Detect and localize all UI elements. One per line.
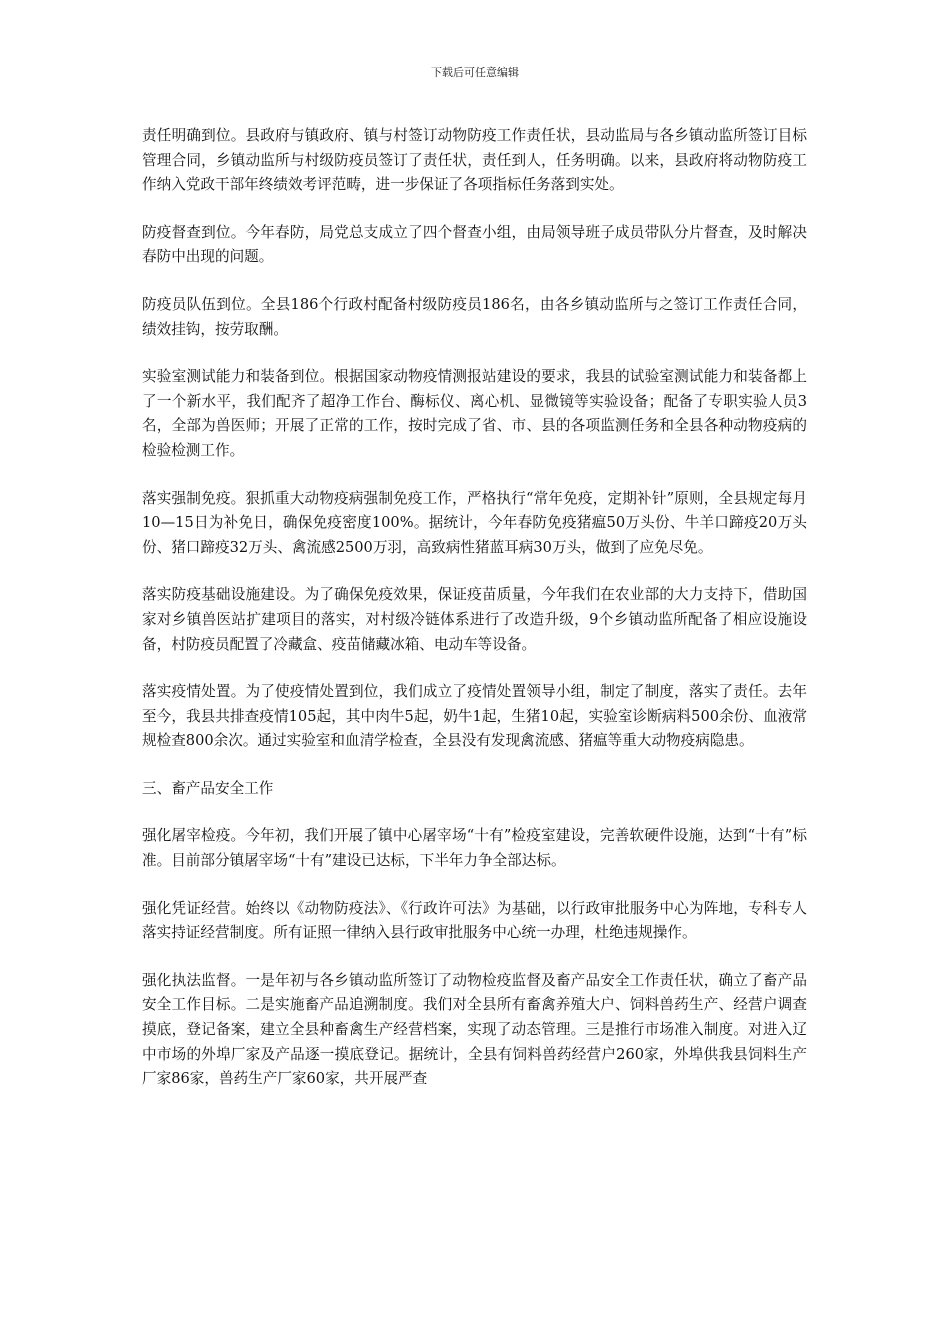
paragraph-infrastructure: 落实防疫基础设施建设。为了确保免疫效果，保证疫苗质量，今年我们在农业部的大力支持下，借助国家对乡镇兽医站扩建项目的落实，对村级冷链体系进行了改造升级，9个乡镇动监所配备了相应设施设备，村防疫员配置了冷藏盒、疫苗储藏冰箱、电动车等设备。 [142,586,807,653]
paragraph-laboratory: 实验室测试能力和装备到位。根据国家动物疫情测报站建设的要求，我县的试验室测试能力和装备都上了一个新水平，我们配齐了超净工作台、酶标仪、离心机、显微镜等实验设备；配备了专职实验人员3名，全部为兽医师；开展了正常的工作，按时完成了省、市、县的各项监测任务和全县各种动物疫病的检验检测工作。 [142,368,807,459]
paragraph-epidemic-handling: 落实疫情处置。为了使疫情处置到位，我们成立了疫情处置领导小组，制定了制度，落实了责任。去年至今，我县共排查疫情105起，其中肉牛5起，奶牛1起，生猪10起，实验室诊断病料500余份、血液常规检查800余次。通过实验室和血清学检查，全县没有发现禽流感、猪瘟等重大动物疫病隐患。 [142,683,807,750]
paragraph-immunization: 落实强制免疫。狠抓重大动物疫病强制免疫工作，严格执行“常年免疫，定期补针”原则，全县规定每月10—15日为补免日，确保免疫密度100%。据统计，今年春防免疫猪瘟50万头份、牛羊口蹄疫20万头份、猪口蹄疫32万头、禽流感2500万羽，高致病性猪蓝耳病30万头，做到了应免尽免。 [142,489,807,556]
paragraph-enforcement: 强化执法监督。一是年初与各乡镇动监所签订了动物检疫监督及畜产品安全工作责任状，确立了畜产品安全工作目标。二是实施畜产品追溯制度。我们对全县所有畜禽养殖大户、饲料兽药生产、经营户调查摸底，登记备案，建立全县种畜禽生产经营档案，实现了动态管理。三是推行市场准入制度。对进入辽中市场的外埠厂家及产品逐一摸底登记。据统计，全县有饲料兽药经营户260家，外埠供我县饲料生产厂家86家，兽药生产厂家60家，共开展严查 [142,971,807,1088]
paragraph-licensing: 强化凭证经营。始终以《动物防疫法》、《行政许可法》为基础，以行政审批服务中心为阵地，专科专人落实持证经营制度。所有证照一律纳入县行政审批服务中心统一办理，杜绝违规操作。 [142,899,807,942]
paragraph-responsibility: 责任明确到位。县政府与镇政府、镇与村签订动物防疫工作责任状，县动监局与各乡镇动监所签订目标管理合同，乡镇动监所与村级防疫员签订了责任状，责任到人，任务明确。以来，县政府将动物防疫工作纳入党政干部年终绩效考评范畴，进一步保证了各项指标任务落到实处。 [142,127,807,194]
paragraph-slaughter: 强化屠宰检疫。今年初，我们开展了镇中心屠宰场“十有”检疫室建设，完善软硬件设施，达到“十有”标准。目前部分镇屠宰场“十有”建设已达标，下半年力争全部达标。 [142,827,807,870]
section-heading: 三、畜产品安全工作 [142,779,274,797]
page-header: 下载后可任意编辑 [431,66,519,79]
document-body [142,124,807,1115]
paragraph-inspection: 防疫督查到位。今年春防，局党总支成立了四个督查小组，由局领导班子成员带队分片督查，及时解决春防中出现的问题。 [142,223,807,266]
paragraph-team: 防疫员队伍到位。全县186个行政村配备村级防疫员186名，由各乡镇动监所与之签订工作责任合同，绩效挂钩，按劳取酬。 [142,295,807,338]
